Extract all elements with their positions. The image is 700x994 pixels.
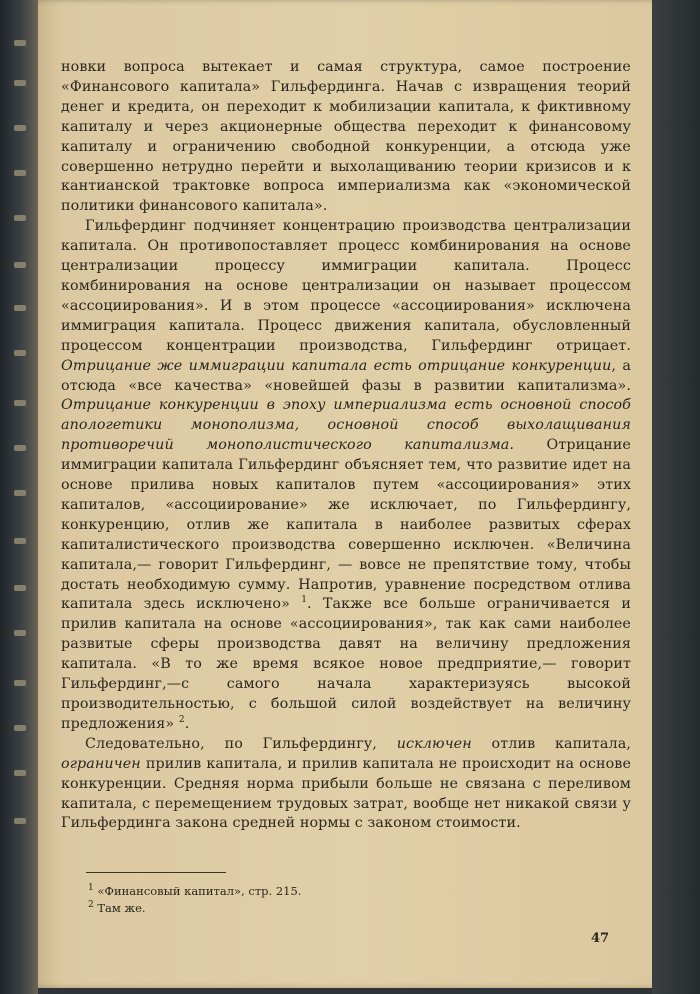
- footnote-text: Там же.: [97, 901, 146, 915]
- italic-text: Отрицание конкуренции в эпоху империализма есть основной способ апологетики монополизма, основной способ выхолащивания противоречий монополистического капитализма.: [61, 397, 631, 454]
- book-cover-edge: [652, 0, 700, 994]
- adjacent-page-edge: [0, 0, 38, 994]
- text-run: Гильфердинг подчиняет концентрацию производства централизации капитала. Он противопоставляет процесс комбинирования на основе централизации процессу иммиграции капитала. Процесс комбинирования на основе централизации он называет процессом «ассоциирования». И в этом процессе «ассоциирования» исключена иммиграция капитала. Процесс движения капитала, обусловленный процессом концентрации производства, Гильфердинг отрицает.: [61, 218, 631, 354]
- book-page: [38, 0, 663, 988]
- italic-text: исключен: [396, 735, 472, 752]
- footnote-ref: 1: [301, 595, 308, 606]
- body-text: [61, 58, 631, 834]
- footnotes: [88, 883, 301, 917]
- page-number: 47: [591, 931, 610, 946]
- footnote: [88, 883, 301, 900]
- text-run: новки вопроса вытекает и самая структура, самое построение «Финансового капитала» Гильфердинга. Начав с извращения теорий денег и кредита, он переходит к мобилизации капитала, к фиктивному капиталу и через акционерные общества переходит к финансовому капиталу и ограничению свободной конкуренции, а отсюда уже совершенно нетрудно перейти и выхолащиванию теории кризисов и к кантианской трактовке вопроса империализма как «экономической политики финансового капитала».: [61, 59, 631, 215]
- footnote-ref: 2: [178, 715, 185, 726]
- footnote-text: «Финансовый капитал», стр. 215.: [97, 884, 302, 898]
- text-run: Следовательно, по Гильфердингу,: [85, 735, 397, 752]
- italic-text: Отрицание же иммиграции капитала есть отрицание конкуренции: [61, 357, 612, 374]
- text-run: отлив капитала,: [471, 735, 632, 752]
- paragraph: [61, 217, 631, 735]
- text-run: . Также все больше ограничивается и прилив капитала на основе «ассоциирования», так как сами наиболее развитые сферы производства давят на величину предложения капитала. «В то же время всякое новое предприятие,— говорит Гильфердинг,—с самого начала характеризуясь высокой производительностью, с большой силой воздействует на величину предложения»: [61, 596, 631, 732]
- footnote-mark: 2: [88, 900, 94, 911]
- text-run: прилив капитала, и прилив капитала не происходит на основе конкуренции. Средняя норма прибыли больше не связана с переливом капитала, с перемещением трудовых затрат, вообще нет никакой связи у Гильфердинга закона средней нормы с законом стоимости.: [61, 755, 631, 832]
- footnote-separator: [86, 872, 226, 873]
- text-run: , а отсюда «все качества» «новейшей фазы в развитии капитализма».: [61, 357, 631, 394]
- footnote: [88, 900, 301, 917]
- text-run: .: [184, 715, 190, 732]
- paragraph: [61, 735, 631, 835]
- footnote-mark: 1: [88, 883, 94, 894]
- italic-text: ограничен: [61, 755, 141, 772]
- paragraph: [61, 58, 631, 217]
- text-run: Отрицание иммиграции капитала Гильфердинг объясняет тем, что развитие идет на основе прилива новых капиталов путем «ассоциирования» этих капиталов, «ассоциирование» же исключает, по Гильфердингу, конкуренцию, отлив же капитала в наиболее развитых сферах капиталистического производства совершенно исключен. «Величина капитала,— говорит Гильфердинг, — вовсе не препятствие тому, чтобы достать необходимую сумму. Напротив, уравнение посредством отлива капитала здесь исключено»: [61, 437, 631, 613]
